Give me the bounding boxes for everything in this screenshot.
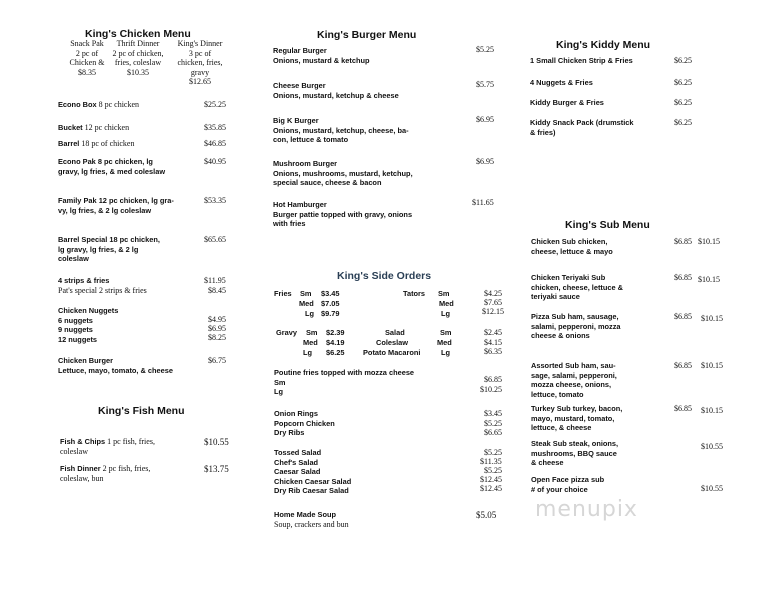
menu-item-econo-pak (58, 157, 165, 176)
item-desc: lg gravy, lg fries, & 2 lg (58, 244, 139, 254)
size-label: Lg (441, 309, 451, 318)
item-desc: Onions, mustard, ketchup, cheese, ba- (273, 125, 409, 135)
item-desc: Soup, crackers and bun (274, 519, 349, 529)
item-name: # of your choice (531, 484, 588, 494)
combo-price: $10.35 (127, 67, 149, 77)
sub-item-teriyaki (531, 273, 623, 302)
item-desc: Onions, mushrooms, mustard, ketchup, (273, 168, 413, 178)
item-price: $4.95 (208, 315, 226, 324)
item-price: $8.45 (208, 286, 226, 295)
item-name: Open Face pizza sub (531, 475, 605, 484)
item-name: Big K Burger (273, 116, 319, 125)
size-label: Lg (303, 348, 313, 357)
item-price: $5.25 (476, 45, 494, 54)
item-price: $6.25 (674, 118, 692, 127)
item-name: Barrel Special (58, 235, 108, 244)
item-name: Home Made Soup (274, 510, 337, 519)
size-label: Lg (274, 387, 284, 397)
item-price: $4.19 (326, 338, 345, 347)
combo-line: chicken, fries, (177, 58, 223, 67)
item-desc: teriyaki sauce (531, 292, 580, 302)
item-name: & fries) (530, 127, 556, 137)
size-label: Lg (441, 348, 451, 357)
item-price: $11.95 (204, 276, 226, 285)
item-price: $10.55 (204, 437, 229, 447)
item-name: Tossed Salad (274, 448, 322, 457)
item-desc: cheese & onions (531, 331, 590, 341)
item-price: $6.95 (208, 324, 226, 333)
item-desc: lettuce, & cheese (531, 423, 592, 433)
item-name: Chicken Burger (58, 356, 114, 365)
size-label: Med (299, 299, 314, 308)
item-price: $5.75 (476, 80, 494, 89)
item-name: Popcorn Chicken (274, 418, 335, 428)
item-price: $2.45 (484, 328, 502, 337)
item-name: 12 nuggets (58, 334, 98, 344)
item-name: Onion Rings (274, 409, 318, 418)
size-label: Med (439, 299, 454, 308)
menu-item-fish-dinner (60, 464, 150, 483)
sub-item-open-face (531, 475, 604, 494)
combo-line: King's Dinner (177, 39, 223, 48)
menu-item-regular-burger (273, 46, 370, 65)
side-potato-macaroni: Potato Macaroni (363, 348, 421, 357)
item-price: $25.25 (204, 100, 226, 109)
item-price: $6.85 (484, 375, 502, 384)
sub-item-turkey (531, 404, 622, 433)
item-name: 4 strips & fries (58, 276, 110, 285)
item-price: $5.25 (484, 466, 502, 475)
item-desc: coleslaw (58, 254, 89, 264)
fish-menu-title: King's Fish Menu (98, 405, 185, 417)
sub-item-pizza (531, 312, 621, 341)
item-name: Chef's Salad (274, 457, 319, 467)
misc-sides (274, 409, 335, 438)
item-price: $65.65 (204, 235, 226, 244)
item-name: 9 nuggets (58, 325, 93, 335)
combo-line: 2 pc of (75, 48, 99, 58)
item-price: $6.75 (208, 356, 226, 365)
item-price: $6.25 (674, 78, 692, 87)
item-name: Barrel (58, 139, 80, 148)
sub-item-steak (531, 439, 618, 468)
menu-item-big-k-burger (273, 116, 409, 145)
item-price: $8.25 (208, 333, 226, 342)
item-name: Econo Pak (58, 157, 96, 166)
item-price: $6.85 (674, 361, 692, 370)
item-price: $5.05 (476, 510, 497, 520)
side-salad: Salad (385, 328, 405, 337)
item-price: $53.35 (204, 196, 226, 205)
item-desc: 8 pc chicken (98, 100, 140, 109)
item-price: $6.85 (674, 312, 692, 321)
size-label: Sm (306, 328, 318, 337)
item-price: $6.85 (674, 237, 692, 246)
item-price: $7.65 (484, 298, 502, 307)
item-name: Fish Dinner (60, 464, 101, 473)
item-desc: coleslaw, bun (60, 473, 104, 483)
item-price: $7.05 (321, 299, 340, 308)
item-desc: 18 pc of chicken (81, 139, 135, 148)
item-desc: ham, sausage, (567, 312, 619, 321)
item-desc: mayo, mustard, tomato, (531, 413, 615, 423)
item-desc: gravy, lg fries, & med coleslaw (58, 166, 166, 176)
size-label: Sm (300, 289, 312, 298)
item-price: $6.35 (484, 347, 502, 356)
item-desc: cheese, lettuce & mayo (531, 246, 613, 256)
watermark-logo: menupix (535, 497, 638, 522)
item-desc: con, lettuce & tomato (273, 135, 349, 145)
item-name: Hot Hamburger (273, 200, 327, 209)
menu-item-strips (58, 276, 147, 295)
item-desc: Burger pattie topped with gravy, onions (273, 209, 413, 219)
item-name: Regular Burger (273, 46, 327, 55)
sub-menu-title: King's Sub Menu (565, 219, 650, 231)
item-desc: mushrooms, BBQ sauce (531, 448, 617, 458)
salad-list (274, 448, 351, 496)
item-name: Turkey Sub (531, 404, 571, 413)
item-desc: Onions, mustard, ketchup & cheese (273, 90, 399, 100)
item-name: Dry Ribs (274, 428, 305, 438)
item-name: Kiddy Snack Pack (drumstick (530, 118, 634, 127)
size-label: Lg (305, 309, 315, 318)
chicken-nuggets-section (58, 306, 118, 344)
side-coleslaw: Coleslaw (376, 338, 409, 347)
menu-item-poutine (274, 368, 414, 397)
menu-item-fish-chips (60, 437, 155, 456)
item-desc: coleslaw (60, 446, 88, 456)
item-name: Caesar Salad (274, 467, 321, 477)
item-desc: Onions, mustard & ketchup (273, 55, 370, 65)
item-name: Econo Box (58, 100, 97, 109)
gravy-label: Gravy (276, 328, 297, 337)
combo-line: fries, coleslaw (114, 58, 162, 67)
item-name: Dry Rib Caesar Salad (274, 486, 349, 496)
item-price: $40.95 (204, 157, 226, 166)
item-price: $6.85 (674, 273, 692, 282)
item-price: $35.85 (204, 123, 226, 132)
size-label: Med (303, 338, 318, 347)
item-desc: 12 pc chicken (84, 123, 130, 132)
item-price: $12.45 (480, 475, 502, 484)
menu-item-soup (274, 510, 349, 529)
item-name: 6 nuggets (58, 315, 93, 325)
item-price: $6.85 (674, 404, 692, 413)
tators-label: Tators (403, 289, 426, 298)
combo-line: 2 pc of chicken, (112, 48, 164, 58)
item-name: Steak Sub (531, 439, 567, 448)
menu-item-chicken-burger (58, 356, 173, 375)
kiddy-item-nuggets: 4 Nuggets & Fries (530, 78, 593, 87)
item-name: Chicken Sub (531, 237, 576, 246)
item-price: $10.15 (701, 361, 723, 370)
item-price: $10.15 (698, 237, 720, 246)
item-price: $46.85 (204, 139, 226, 148)
item-desc: lettuce, tomato (531, 389, 584, 399)
item-desc: 1 pc fish, fries, (107, 437, 155, 446)
combo-price: $12.65 (189, 77, 211, 86)
combo-line: gravy (190, 67, 210, 77)
item-price: $6.25 (674, 98, 692, 107)
combo-line: 3 pc of (188, 48, 212, 58)
item-price: $12.45 (480, 484, 502, 493)
item-price: $6.95 (476, 115, 494, 124)
item-desc: chicken, (577, 237, 608, 246)
combo-line: Snack Pak (70, 39, 104, 48)
menu-item-bucket (58, 123, 129, 133)
item-price: $6.95 (476, 157, 494, 166)
combo-thrift-dinner (106, 39, 170, 77)
item-price: $6.65 (484, 428, 502, 437)
item-name: Poutine fries topped with mozza cheese (274, 368, 415, 377)
item-price: $3.45 (321, 289, 340, 298)
kiddy-item-strip: 1 Small Chicken Strip & Fries (530, 56, 633, 65)
item-name: Chicken Teriyaki Sub (531, 273, 606, 282)
item-price: $2.39 (326, 328, 345, 337)
item-desc: mozza cheese, onions, (531, 380, 612, 390)
item-name: Chicken Caesar Salad (274, 476, 352, 486)
item-price: $9.79 (321, 309, 340, 318)
item-desc: with fries (273, 219, 306, 229)
item-price: $10.15 (701, 314, 723, 323)
kiddy-item-snack-pack (530, 118, 634, 137)
kiddy-item-burger: Kiddy Burger & Fries (530, 98, 604, 107)
item-price: $10.15 (698, 275, 720, 284)
item-price: $3.45 (484, 409, 502, 418)
item-desc: chicken, cheese, lettuce & (531, 282, 624, 292)
menu-item-hot-hamburger (273, 200, 412, 229)
size-label: Sm (438, 289, 450, 298)
combo-line: Thrift Dinner (116, 39, 160, 48)
item-name: Mushroom Burger (273, 159, 338, 168)
combo-snack-pak (63, 39, 111, 77)
side-orders-title: King's Side Orders (337, 270, 432, 282)
item-desc: turkey, bacon, (572, 404, 623, 413)
item-price: $10.15 (701, 406, 723, 415)
item-name: Family Pak (58, 196, 97, 205)
item-name: Fish & Chips (60, 437, 106, 446)
combo-line: Chicken & (69, 58, 105, 67)
item-name: Pizza Sub (531, 312, 566, 321)
menu-item-barrel (58, 139, 134, 149)
chicken-menu-title: King's Chicken Menu (85, 28, 191, 40)
item-price: $12.15 (482, 307, 504, 316)
combo-kings-dinner (171, 39, 229, 87)
menu-item-econo-box (58, 100, 139, 110)
item-desc: 12 pc chicken, lg gra- (98, 196, 174, 205)
item-desc: Lettuce, mayo, tomato, & cheese (58, 365, 173, 375)
fries-label: Fries (274, 289, 292, 298)
kiddy-menu-title: King's Kiddy Menu (556, 39, 651, 51)
burger-menu-title: King's Burger Menu (317, 29, 417, 41)
item-name: Cheese Burger (273, 81, 326, 90)
item-price: $11.35 (480, 457, 502, 466)
size-label: Sm (274, 377, 286, 387)
item-desc: vy, lg fries, & 2 lg coleslaw (58, 205, 152, 215)
item-desc: steak, onions, (568, 439, 619, 448)
combo-price: $8.35 (78, 67, 96, 77)
item-name: Assorted Sub (531, 361, 580, 370)
item-price: $6.25 (674, 56, 692, 65)
menu-item-mushroom-burger (273, 159, 413, 188)
item-desc: & cheese (531, 458, 564, 468)
item-price: $13.75 (204, 464, 229, 474)
item-price: $4.25 (484, 289, 502, 298)
section-label: Chicken Nuggets (58, 306, 119, 315)
item-desc: salami, pepperoni, mozza (531, 321, 621, 331)
item-price: $11.65 (472, 198, 494, 207)
item-price: $5.25 (484, 448, 502, 457)
item-desc: ham, sau- (581, 361, 616, 370)
item-price: $5.25 (484, 419, 502, 428)
item-name: Bucket (58, 123, 83, 132)
item-desc: 18 pc chicken, (109, 235, 160, 244)
size-label: Med (437, 338, 452, 347)
menu-item-cheese-burger (273, 81, 399, 100)
item-price: $10.55 (701, 442, 723, 451)
item-desc: 2 pc fish, fries, (102, 464, 151, 473)
item-name: Pat's special 2 strips & fries (58, 285, 147, 295)
size-label: Sm (440, 328, 452, 337)
item-price: $10.25 (480, 385, 502, 394)
menu-item-barrel-special (58, 235, 160, 264)
item-price: $4.15 (484, 338, 502, 347)
item-price: $6.25 (326, 348, 345, 357)
menu-item-family-pak (58, 196, 174, 215)
item-price: $10.55 (701, 484, 723, 493)
sub-item-chicken (531, 237, 613, 256)
item-desc: 8 pc chicken, lg (97, 157, 153, 166)
item-desc: sage, salami, pepperoni, (531, 370, 617, 380)
item-desc: special sauce, cheese & bacon (273, 178, 382, 188)
sub-item-assorted (531, 361, 617, 399)
